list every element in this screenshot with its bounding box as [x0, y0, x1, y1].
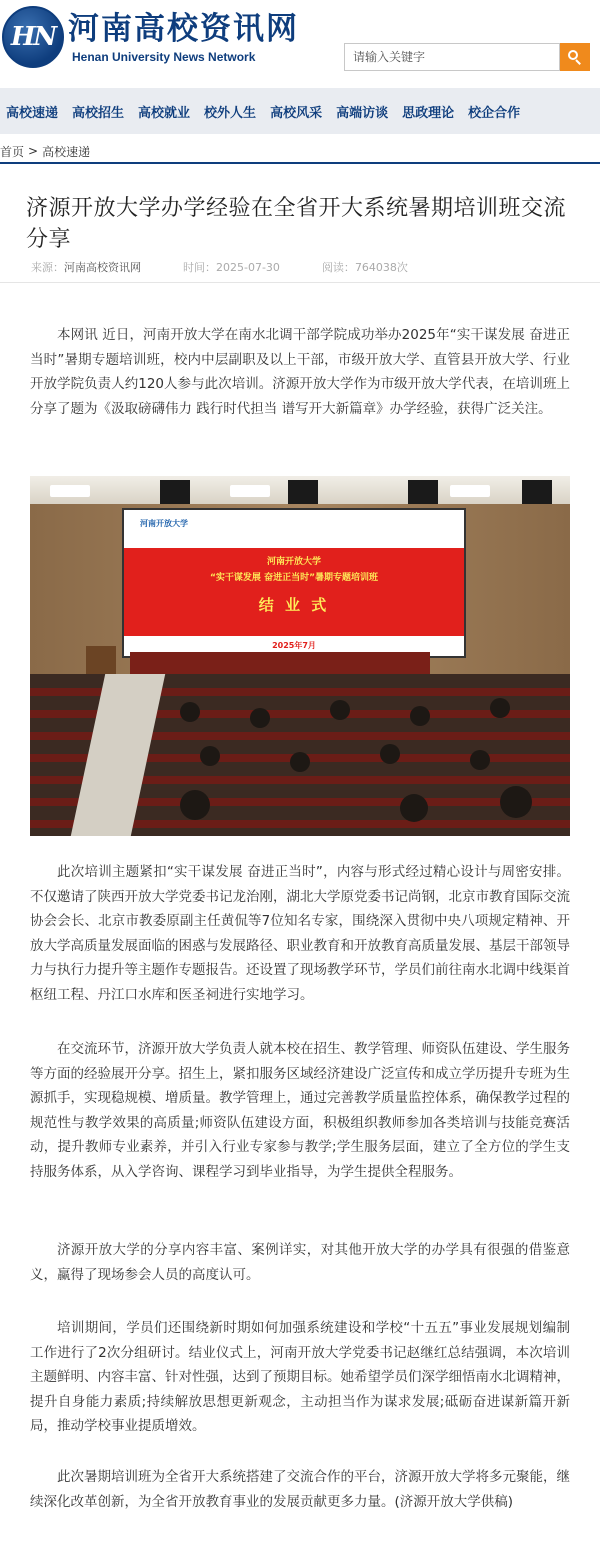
logo-letters: HN: [10, 22, 56, 52]
audience-head: [410, 706, 430, 726]
meta-reads-label: 阅读：: [321, 261, 355, 274]
screen-date: 2025年7月: [272, 641, 316, 650]
breadcrumb-current-link[interactable]: 高校速递: [42, 144, 91, 159]
screen-line-2: “实干谋发展 奋进正当时”暑期专题培训班: [210, 573, 378, 583]
search-icon: [568, 50, 582, 64]
audience-head: [500, 786, 532, 818]
site-logo[interactable]: [2, 6, 64, 68]
meta-source-label: 来源：: [31, 261, 64, 274]
site-subtitle: Henan University News Network: [72, 50, 256, 64]
search-button[interactable]: [560, 43, 590, 71]
article-paragraph-2: 此次培训主题紧扣“实干谋发展 奋进正当时”，内容与形式经过精心设计与周密安排。不仅邀请了陕西开放大学党委书记龙治刚，湖北大学原党委书记尚钢，北京市教育国际交流协会会长、北京市教委原副主任黄侃等7位知名专家，围绕深入贯彻中央八项规定精神、开放大学高质量发展面临的困惑与发展路径、职业教育和开放教育高质量发展、基层干部领导力与执行力提升等主题作专题报告。还设置了现场教学环节，学员们前往南水北调中线渠首枢纽工程、丹江口水库和医圣祠进行实地学习。: [30, 864, 570, 1003]
breadcrumb-home-link[interactable]: 首页: [0, 144, 25, 159]
main-nav: [0, 88, 600, 134]
article-paragraph-4: 济源开放大学的分享内容丰富、案例详实，对其他开放大学的办学具有很强的借鉴意义，赢得了现场参会人员的高度认可。: [30, 1242, 570, 1283]
nav-item-xiaoqi-hezuo[interactable]: 校企合作: [468, 105, 521, 121]
meta-source: [31, 259, 141, 275]
search-input[interactable]: [344, 43, 560, 71]
breadcrumb-separator: >: [28, 144, 39, 158]
nav-item-gaoduan-fangtan[interactable]: 高端访谈: [336, 105, 389, 121]
audience-head: [470, 750, 490, 770]
audience-head: [400, 794, 428, 822]
audience-head: [380, 744, 400, 764]
meta-source-value: 河南高校资讯网: [64, 261, 141, 274]
nav-item-gaoxiao-jiuye[interactable]: 高校就业: [138, 105, 191, 121]
meta-reads-value: 764038次: [354, 261, 408, 274]
audience-head: [330, 700, 350, 720]
screen-line-1: 河南开放大学: [266, 557, 321, 567]
meta-time-label: 时间：: [183, 261, 216, 274]
meta-time-value: 2025-07-30: [216, 261, 280, 274]
ceiling-light: [230, 485, 270, 497]
screen-logo-text: 河南开放大学: [140, 519, 188, 528]
ceiling-speaker: [288, 480, 318, 504]
audience-head: [200, 746, 220, 766]
audience-head: [250, 708, 270, 728]
nav-item-gaoxiao-zhaosheng[interactable]: 高校招生: [72, 105, 125, 121]
ceiling-speaker: [408, 480, 438, 504]
nav-item-xiaowai-rensheng[interactable]: 校外人生: [204, 105, 257, 121]
audience-head: [490, 698, 510, 718]
audience-head: [180, 790, 210, 820]
article-photo: [30, 476, 570, 836]
nav-item-gaoxiao-sudi[interactable]: 高校速递: [6, 105, 59, 121]
ceiling-speaker: [160, 480, 190, 504]
meta-reads: [322, 259, 408, 275]
site-header: [0, 0, 600, 82]
ceiling-speaker: [522, 480, 552, 504]
title-divider: [0, 282, 600, 283]
audience-head: [290, 752, 310, 772]
ceiling-light: [50, 485, 90, 497]
article-paragraph-1: 本网讯 近日，河南开放大学在南水北调干部学院成功举办2025年“实干谋发展 奋进正当时”暑期专题培训班，校内中层副职及以上干部，市级开放大学、直管县开放大学、行业开放学院负责人约120人参与此次培训。济源开放大学作为市级开放大学代表，在培训班上分享了题为《汲取磅礴伟力 践行时代担当 谱写开大新篇章》办学经验，获得广泛关注。: [30, 327, 570, 417]
nav-item-sizheng-lilun[interactable]: 思政理论: [402, 105, 455, 121]
article-paragraph-5: 培训期间，学员们还围绕新时期如何加强系统建设和学校“十五五”事业发展规划编制工作进行了2次分组研讨。结业仪式上，河南开放大学党委书记赵继红总结强调，本次培训主题鲜明、内容丰富、针对性强，达到了预期目标。她希望学员们深学细悟南水北调精神，提升自身能力素质;持续解放思想更新观念，主动担当作为谋求发展;砥砺奋进谋新篇开新局，推动学校事业提质增效。: [30, 1320, 570, 1434]
site-title[interactable]: 河南高校资讯网: [68, 11, 299, 47]
article-paragraph-3: 在交流环节，济源开放大学负责人就本校在招生、教学管理、师资队伍建设、学生服务等方面的经验展开分享。招生上，紧扣服务区域经济建设广泛宣传和成立学历提升专班为生源抓手，实现稳规模、增质量。教学管理上，通过完善教学质量监控体系，确保教学过程的规范性与教学效果的高质量;师资队伍建设方面，积极组织教师参加各类培训与技能竞赛活动，提升教师专业素养，并引入行业专家参与教学;学生服务层面，建立了全方位的学生支持服务体系，从入学咨询、课程学习到毕业指导，为学生提供全程服务。: [30, 1041, 570, 1180]
article-paragraph-6: 此次暑期培训班为全省开大系统搭建了交流合作的平台，济源开放大学将多元聚能，继续深化改革创新，为全省开放教育事业的发展贡献更多力量。(济源开放大学供稿): [30, 1469, 570, 1510]
article-title: 济源开放大学办学经验在全省开大系统暑期培训班交流分享: [26, 196, 567, 252]
ceiling-light: [450, 485, 490, 497]
screen-line-3: 结 业 式: [258, 596, 330, 614]
breadcrumb: [0, 140, 600, 164]
nav-item-gaoxiao-fengcai[interactable]: 高校风采: [270, 105, 323, 121]
meta-time: [183, 259, 280, 275]
article-meta: [31, 259, 591, 275]
audience-head: [180, 702, 200, 722]
projection-screen: [122, 508, 466, 658]
photo-stage: [130, 652, 430, 674]
